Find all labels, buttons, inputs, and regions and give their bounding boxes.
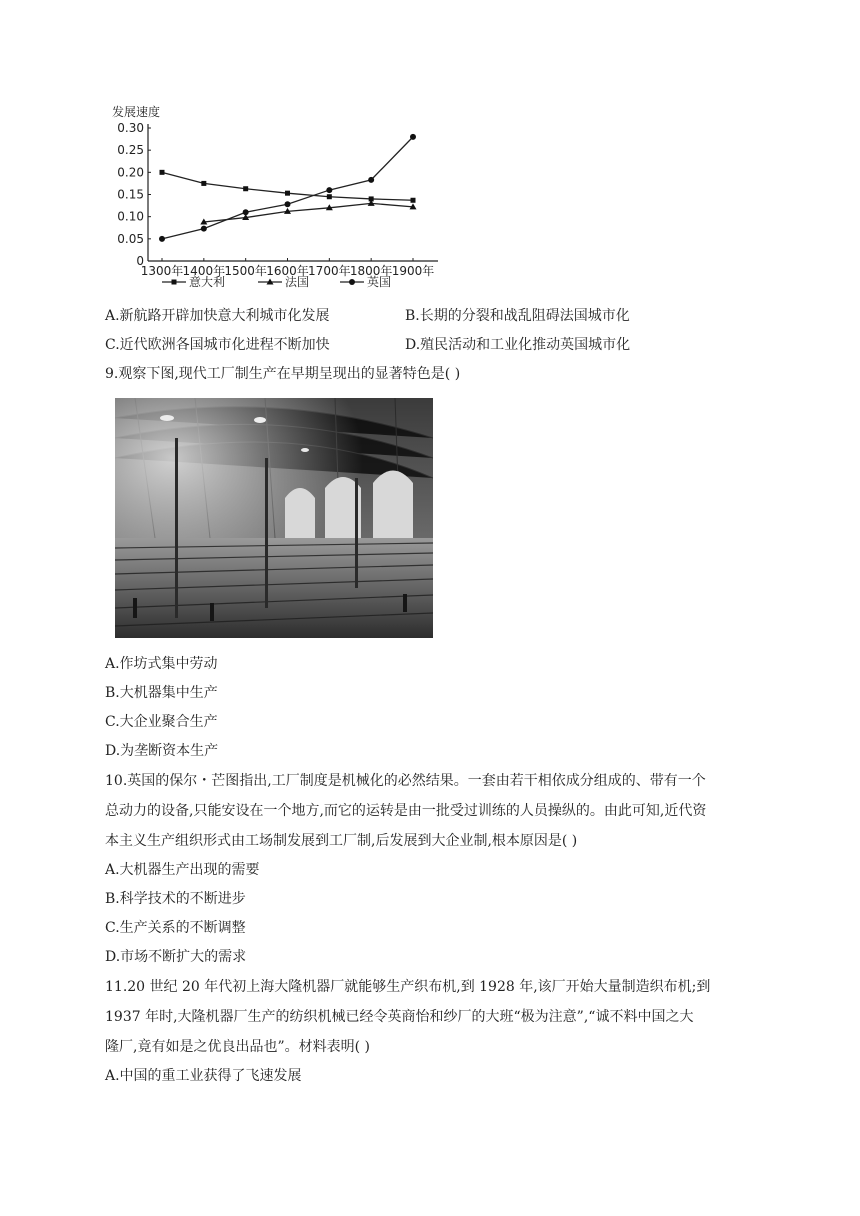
series-line-2 <box>204 203 413 222</box>
data-point-circle <box>201 226 207 232</box>
q10-option-a[interactable]: A.大机器生产出现的需要 <box>105 862 260 878</box>
data-point-square <box>285 191 290 196</box>
series-line-3 <box>162 137 413 239</box>
y-tick-label: 0.20 <box>117 165 144 180</box>
q10-option-b[interactable]: B.科学技术的不断进步 <box>105 891 246 907</box>
legend-label: 英国 <box>367 275 392 289</box>
data-point-square <box>160 170 165 175</box>
q10-option-d[interactable]: D.市场不断扩大的需求 <box>105 949 247 965</box>
q9-option-d[interactable]: D.为垄断资本生产 <box>105 743 219 759</box>
data-point-square <box>411 198 416 203</box>
q11-stem-line-1: 11.20 世纪 20 年代初上海大隆机器厂就能够生产织布机,到 1928 年,该厂开始大量制造织布机;到 <box>105 979 711 995</box>
q9-stem: 9.观察下图,现代工厂制生产在早期呈现出的显著特色是( ) <box>105 366 461 382</box>
y-tick-label: 0.15 <box>117 187 144 202</box>
factory-hall-illustration <box>115 398 433 638</box>
x-tick-label: 1600年 <box>266 264 309 278</box>
y-tick-label: 0.30 <box>117 121 144 135</box>
data-point-circle <box>410 134 416 140</box>
x-tick-label: 1700年 <box>308 264 351 278</box>
y-tick-label: 0.05 <box>117 231 144 246</box>
q10-stem-line-3: 本主义生产组织形式由工场制发展到工厂制,后发展到大企业制,根本原因是( ) <box>105 833 578 849</box>
q10-option-c[interactable]: C.生产关系的不断调整 <box>105 920 246 936</box>
q10-stem-line-2: 总动力的设备,只能安设在一个地方,而它的运转是由一批受过训练的人员操纵的。由此可知,近代资 <box>105 803 707 819</box>
q10-stem-line-1: 10.英国的保尔・芒图指出,工厂制度是机械化的必然结果。一套由若干相依成分组成的、带有一个 <box>105 773 706 789</box>
legend-marker-square <box>172 280 177 285</box>
legend-label: 法国 <box>285 275 310 289</box>
legend-marker-circle <box>349 279 355 285</box>
data-point-square <box>243 186 248 191</box>
x-tick-label: 1500年 <box>224 264 267 278</box>
x-tick-label: 1800年 <box>349 264 393 278</box>
q8-option-c[interactable]: C.近代欧洲各国城市化进程不断加快 <box>105 337 330 353</box>
y-tick-label: 0.25 <box>117 143 144 158</box>
q11-stem-line-2: 1937 年时,大隆机器厂生产的纺织机械已经令英商怡和纱厂的大班“极为注意”,“诚不料中国之大 <box>105 1009 694 1025</box>
data-point-square <box>327 194 332 199</box>
y-axis-label: 发展速度 <box>112 105 161 119</box>
data-point-circle <box>159 236 165 242</box>
q8-option-a[interactable]: A.新航路开辟加快意大利城市化发展 <box>105 308 330 324</box>
y-tick-label: 0.10 <box>117 209 144 224</box>
data-point-circle <box>285 201 291 207</box>
q11-option-a[interactable]: A.中国的重工业获得了飞速发展 <box>105 1068 302 1084</box>
legend-label: 意大利 <box>189 275 226 289</box>
q9-option-a[interactable]: A.作坊式集中劳动 <box>105 656 218 672</box>
y-tick-label: 0 <box>136 254 144 268</box>
data-point-circle <box>368 177 374 183</box>
data-point-square <box>201 181 206 186</box>
data-point-circle <box>243 209 249 215</box>
speed-line-chart <box>108 96 448 296</box>
data-point-circle <box>326 187 332 193</box>
q11-stem-line-3: 隆厂,竟有如是之优良出品也”。材料表明( ) <box>105 1039 370 1055</box>
x-tick-label: 1900年 <box>391 264 435 278</box>
q9-option-c[interactable]: C.大企业聚合生产 <box>105 714 218 730</box>
q8-option-d[interactable]: D.殖民活动和工业化推动英国城市化 <box>405 337 631 353</box>
q8-option-b[interactable]: B.长期的分裂和战乱阻碍法国城市化 <box>405 308 630 324</box>
series-line-1 <box>162 172 413 200</box>
x-tick-label: 1300年 <box>140 264 184 278</box>
q9-option-b[interactable]: B.大机器集中生产 <box>105 685 218 701</box>
x-tick-label: 1400年 <box>182 264 226 278</box>
chart-svg <box>108 96 448 296</box>
factory-photo <box>115 398 433 638</box>
